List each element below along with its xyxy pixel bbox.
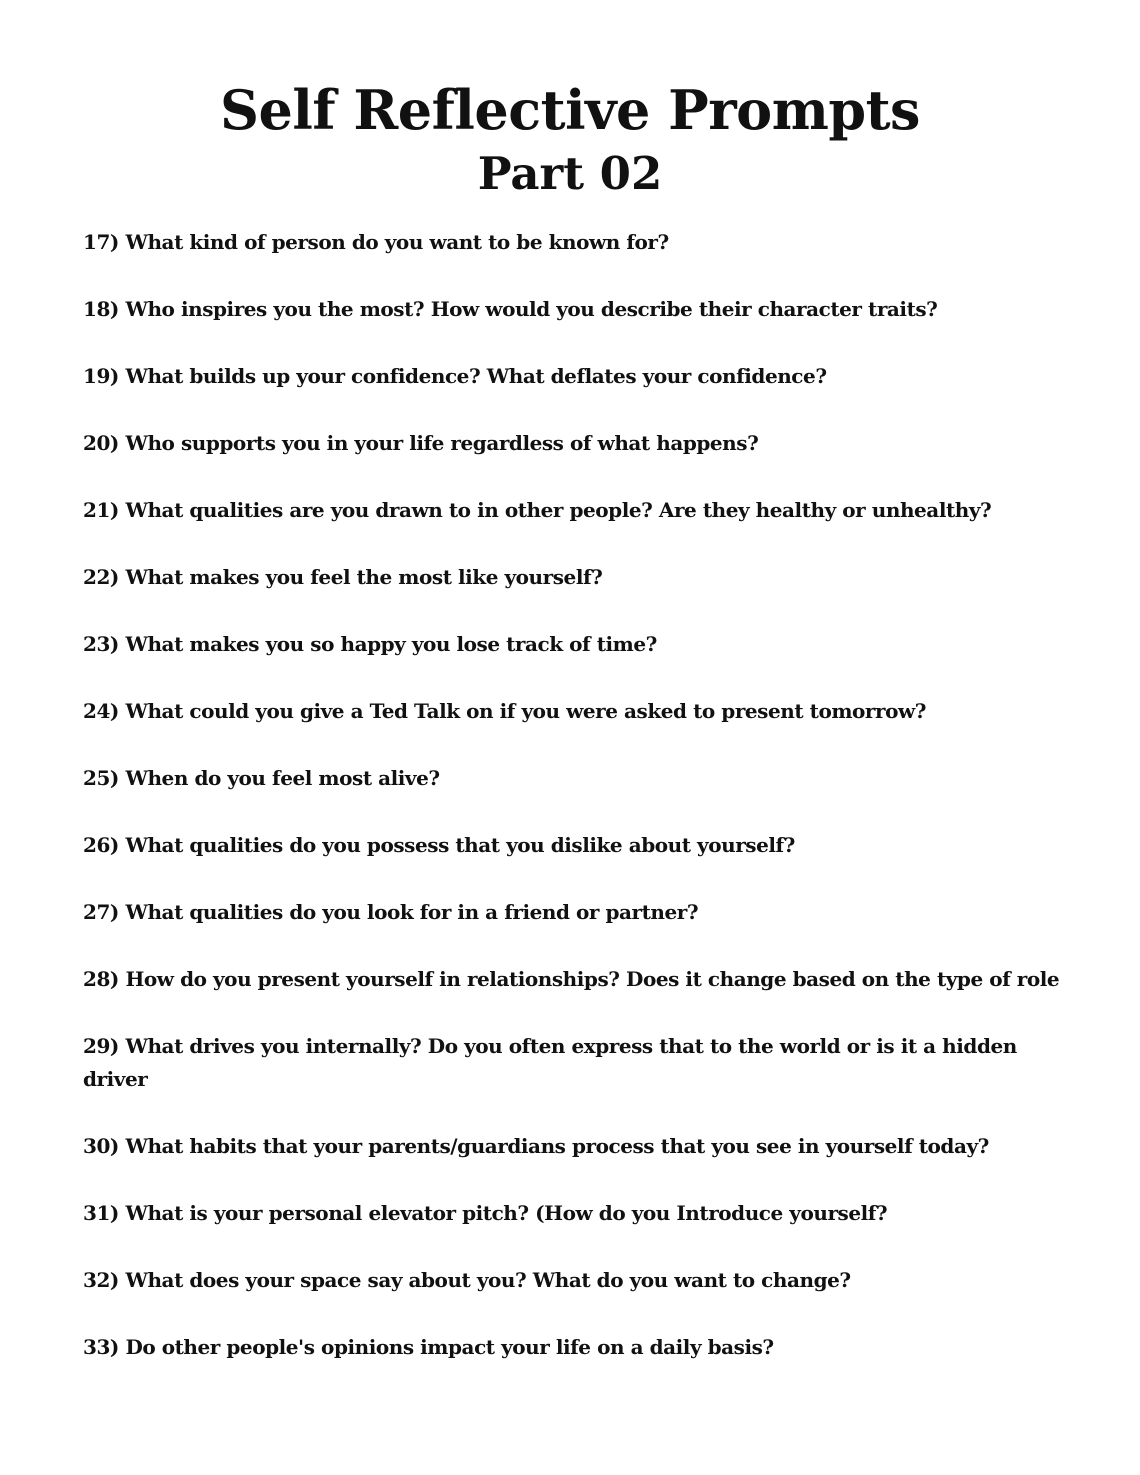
prompt-item: 25) When do you feel most alive? xyxy=(83,766,440,790)
prompt-item: 17) What kind of person do you want to be known for? xyxy=(83,230,669,254)
page-subtitle: Part 02 xyxy=(477,147,663,200)
prompt-list xyxy=(83,226,1063,1398)
prompt-item: 33) Do other people's opinions impact your life on a daily basis? xyxy=(83,1335,774,1359)
prompt-item: 28) How do you present yourself in relationships? Does it change based on the type of role xyxy=(83,967,1060,991)
prompt-item: 21) What qualities are you drawn to in other people? Are they healthy or unhealthy? xyxy=(83,498,992,522)
prompt-item: 29) What drives you internally? Do you often express that to the world or is it a hidden driver xyxy=(83,1034,1017,1091)
prompt-item: 20) Who supports you in your life regardless of what happens? xyxy=(83,431,759,455)
prompt-item: 26) What qualities do you possess that you dislike about yourself? xyxy=(83,833,795,857)
prompt-item: 18) Who inspires you the most? How would you describe their character traits? xyxy=(83,297,938,321)
prompt-item: 32) What does your space say about you? What do you want to change? xyxy=(83,1268,851,1292)
prompt-item: 27) What qualities do you look for in a friend or partner? xyxy=(83,900,699,924)
prompt-item: 19) What builds up your confidence? What deflates your confidence? xyxy=(83,364,827,388)
prompt-item: 24) What could you give a Ted Talk on if you were asked to present tomorrow? xyxy=(83,699,927,723)
page-title: Self Reflective Prompts xyxy=(220,78,920,142)
prompt-item: 31) What is your personal elevator pitch? (How do you Introduce yourself? xyxy=(83,1201,888,1225)
prompt-item: 30) What habits that your parents/guardians process that you see in yourself today? xyxy=(83,1134,989,1158)
prompt-item: 23) What makes you so happy you lose track of time? xyxy=(83,632,657,656)
prompt-item: 22) What makes you feel the most like yourself? xyxy=(83,565,603,589)
